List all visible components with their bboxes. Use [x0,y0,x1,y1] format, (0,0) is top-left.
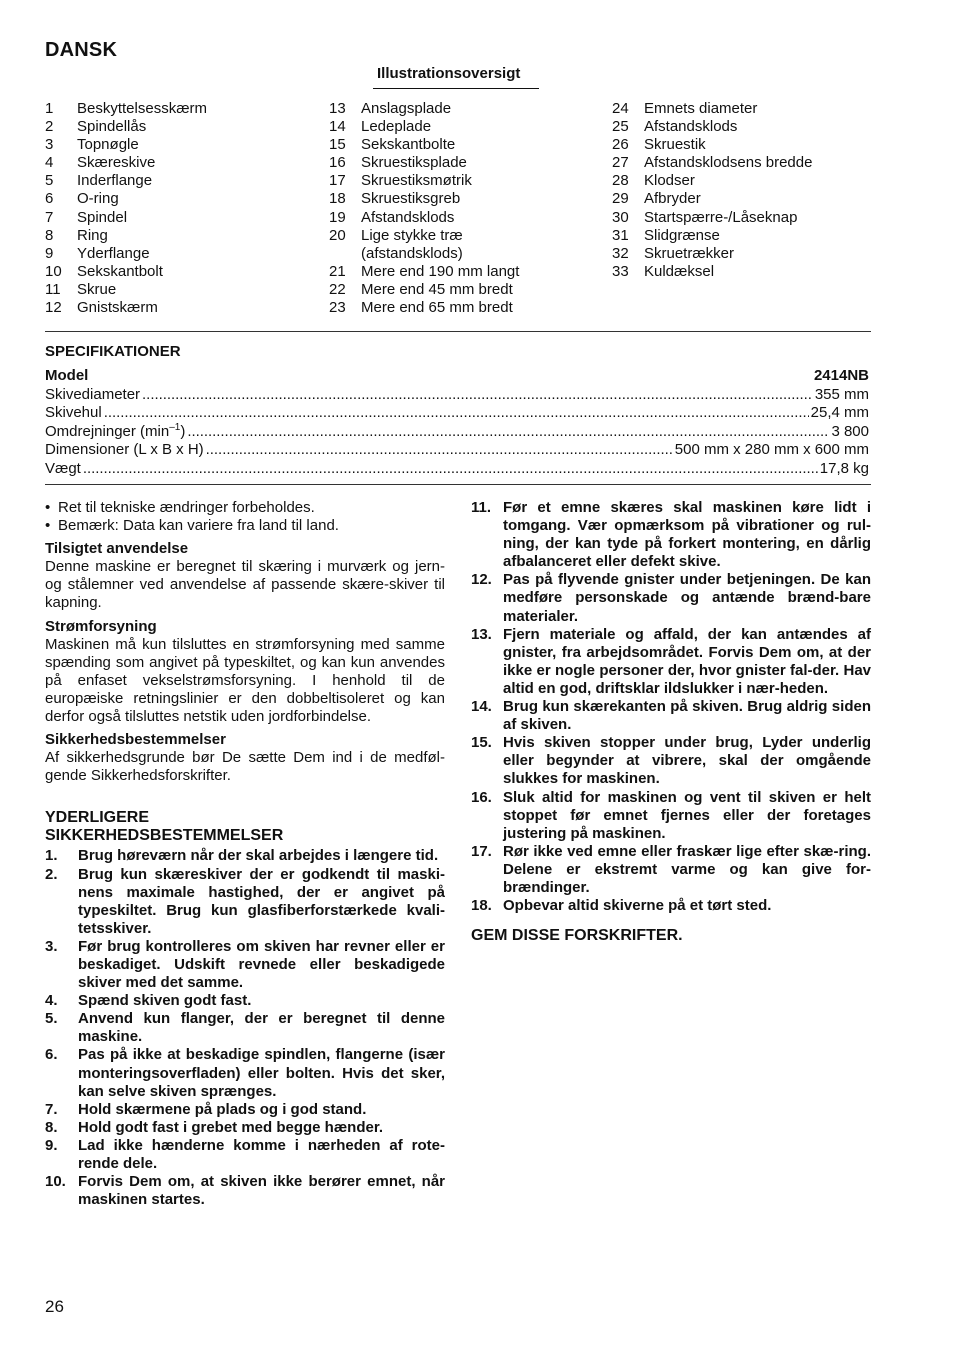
safety-rule: 14. Brug kun skærekanten på skiven. Brug aldrig siden af skiven. [471,698,871,734]
parts-list-col-1 [45,100,207,317]
parts-item: 8 Ring [45,226,108,244]
page-number: 26 [45,1297,64,1316]
spec-row [45,460,869,479]
spec-value: 355 mm [814,385,869,403]
parts-item: 17 Skruestiksmøtrik [329,172,472,190]
safety-rule: 6. Pas på ikke at beskadige spindlen, flangerne (især monteringsoverfladen) eller bolten. Hvis det sker, kan selve skiven sprænges. [45,1046,445,1100]
parts-item: 20 Lige stykke træ [329,226,463,244]
note-bullet: • Ret til tekniske ændringer forbeholdes. [45,499,315,516]
safety-rule: 2. Brug kun skæreskiver der er godkendt til maski-nens maximale hastighed, der er angivet på typeskiltet. Brug kun glasfiberforstærkede kvali-tetsskiver. [45,865,445,937]
parts-item: 1 Beskyttelsesskærm [45,100,208,117]
spec-label: Vægt [45,459,81,477]
spec-row [45,423,869,442]
safety-rule: 1. Brug høreværn når der skal arbejdes i længere tid. [45,847,439,865]
divider-specs [45,484,871,485]
parts-item: 13 Anslagsplade [329,100,452,117]
safety-rule: 3. Før brug kontrolleres om skiven har revner eller er beskadiget. Udskift revnede eller beskadigede skiver med det samme. [45,937,445,992]
power-supply-text: Maskinen må kun tilsluttes en strømforsyning med samme spænding som angivet på typeskiltet, og kan kun anvendes på enfaset vekselstrømsforsyning. I henhold til de europæiske retningslinier er den dobbeltisoleret og kan derfor også tilsluttes netstik uden jordforbindelse. [45,635,445,726]
safety-rule: 13. Fjern materiale og affald, der kan antændes af gnister, fra arbejdsområdet. Forvis Dem om, at der ikke er nogle personer der, hvor gnister fal-der. Hav altid en god, driftsklar ildslukker i nær-heden. [471,625,871,697]
parts-item: 4 Skæreskive [45,154,156,172]
parts-item: 28 Klodser [612,172,695,190]
safety-rule: 11. Før et emne skæres skal maskinen køre lidt i tomgang. Vær opmærksom på vibrationer og rul-ning, der kan tyde på forkert montering, en dårlig afbalanceret eller defekt skive. [471,499,871,571]
parts-item: 33 Kuldæksel [612,262,715,280]
safety-rule: 12. Pas på flyvende gnister under betjeningen. De kan medføre personskade og antænde brænd-bare materialer. [471,571,871,625]
power-supply-heading: Strømforsyning [45,617,157,635]
parts-item: 19 Afstandsklods [329,208,455,226]
safety-rule: 9. Lad ikke hænderne komme i nærheden af rote-rende dele. [45,1136,445,1172]
spec-label: Skivehul [45,404,102,422]
illustration-overview-title: Illustrationsoversigt [377,65,521,82]
intended-use-text: Denne maskine er beregnet til skæring i murværk og jern- og stålemner ved anvendelse af passende skære-skiver til kapning. [45,558,445,612]
parts-item: 30 Startspærre-/Låseknap [612,208,798,226]
spec-label: Omdrejninger $(\min^{-1})$ [45,421,186,440]
keep-instructions-heading: GEM DISSE FORSKRIFTER. [471,927,683,945]
spec-value: 25,4 mm [810,404,869,422]
parts-item: 3 Topnøgle [45,136,139,154]
safety-rule: 16. Sluk altid for maskinen og vent til skiven er helt stoppet før emnet fjernes eller der foretages justering på maskinen. [471,788,871,842]
note-bullet: • Bemærk: Data kan variere fra land til land. [45,517,339,535]
parts-item: 5 Inderflange [45,172,153,190]
spec-label: Skivediameter [45,385,141,403]
parts-item: 16 Skruestiksplade [329,154,467,172]
spec-row [45,386,869,405]
parts-item: 26 Skruestik [612,136,706,154]
safety-rule: 18. Opbevar altid skiverne på et tørt sted. [471,897,772,915]
parts-item: 7 Spindel [45,208,128,226]
left-column [45,499,445,1209]
parts-item: 15 Sekskantbolte [329,136,456,154]
parts-item: (afstandsklods) [361,244,463,262]
parts-item: 6 O-ring [45,190,119,208]
parts-item: 2 Spindellås [45,118,147,136]
safety-rule: 4. Spænd skiven godt fast. [45,992,252,1010]
spec-row [45,404,869,423]
parts-item: 10 Sekskantbolt [45,262,163,280]
parts-list-col-2 [329,100,519,317]
intended-use-heading: Tilsigtet anvendelse [45,540,189,558]
parts-item: 21 Mere end 190 mm langt [329,262,520,280]
safety-rule: 10. Forvis Dem om, at skiven ikke berører emnet, når maskinen startes. [45,1173,445,1209]
safety-rule: 17. Rør ikke ved emne eller fraskær lige efter skæ-ring. Delene er ekstremt varme og kan give for-brændinger. [471,842,871,896]
title-underline [373,88,539,89]
parts-item: 23 Mere end 65 mm bredt [329,299,513,317]
parts-item: 25 Afstandsklods [612,118,738,136]
parts-item: 31 Slidgrænse [612,226,720,244]
spec-header-row [45,367,869,386]
parts-item: 11 Skrue [45,280,117,298]
model-value: 2414NB [813,367,869,384]
safety-rule: 7. Hold skærmene på plads og i god stand. [45,1100,367,1118]
specifications-heading: SPECIFIKATIONER [45,343,181,360]
parts-item: 14 Ledeplade [329,118,432,136]
right-column [471,499,871,945]
parts-item: 9 Yderflange [45,244,150,262]
additional-safety-heading: YDERLIGERE SIKKERHEDSBESTEMMELSER [45,809,284,845]
spec-label: Dimensioner (L x B x H) [45,441,204,459]
language-heading: DANSK [45,39,118,61]
model-label: Model [45,367,89,384]
safety-rule: 15. Hvis skiven stopper under brug, Lyder underlig eller begynder at vibrere, skal der omgående slukkes for maskinen. [471,734,871,788]
parts-list-col-3 [612,100,812,281]
safety-rule: 8. Hold godt fast i grebet med begge hænder. [45,1118,384,1136]
safety-rule: 5. Anvend kun flanger, der er beregnet til denne maskine. [45,1010,445,1046]
spec-value: 500 mm x 280 mm x 600 mm [674,441,869,459]
spec-row [45,441,869,460]
parts-item: 12 Gnistskærm [45,299,158,317]
spec-value: 17,8 kg [819,459,869,477]
parts-item: 27 Afstandsklodsens bredde [612,154,813,172]
specifications-table [45,367,869,479]
divider-top [45,331,871,332]
safety-text: Af sikkerhedsgrunde bør De sætte Dem ind i de medføl-gende Sikkerhedsforskrifter. [45,749,445,785]
parts-item: 29 Afbryder [612,190,701,208]
spec-value: 3 800 [831,422,869,440]
parts-item: 32 Skruetrækker [612,244,735,262]
parts-item: 22 Mere end 45 mm bredt [329,280,513,298]
parts-item: 18 Skruestiksgreb [329,190,461,208]
parts-item: 24 Emnets diameter [612,100,758,117]
safety-heading: Sikkerhedsbestemmelser [45,731,226,749]
